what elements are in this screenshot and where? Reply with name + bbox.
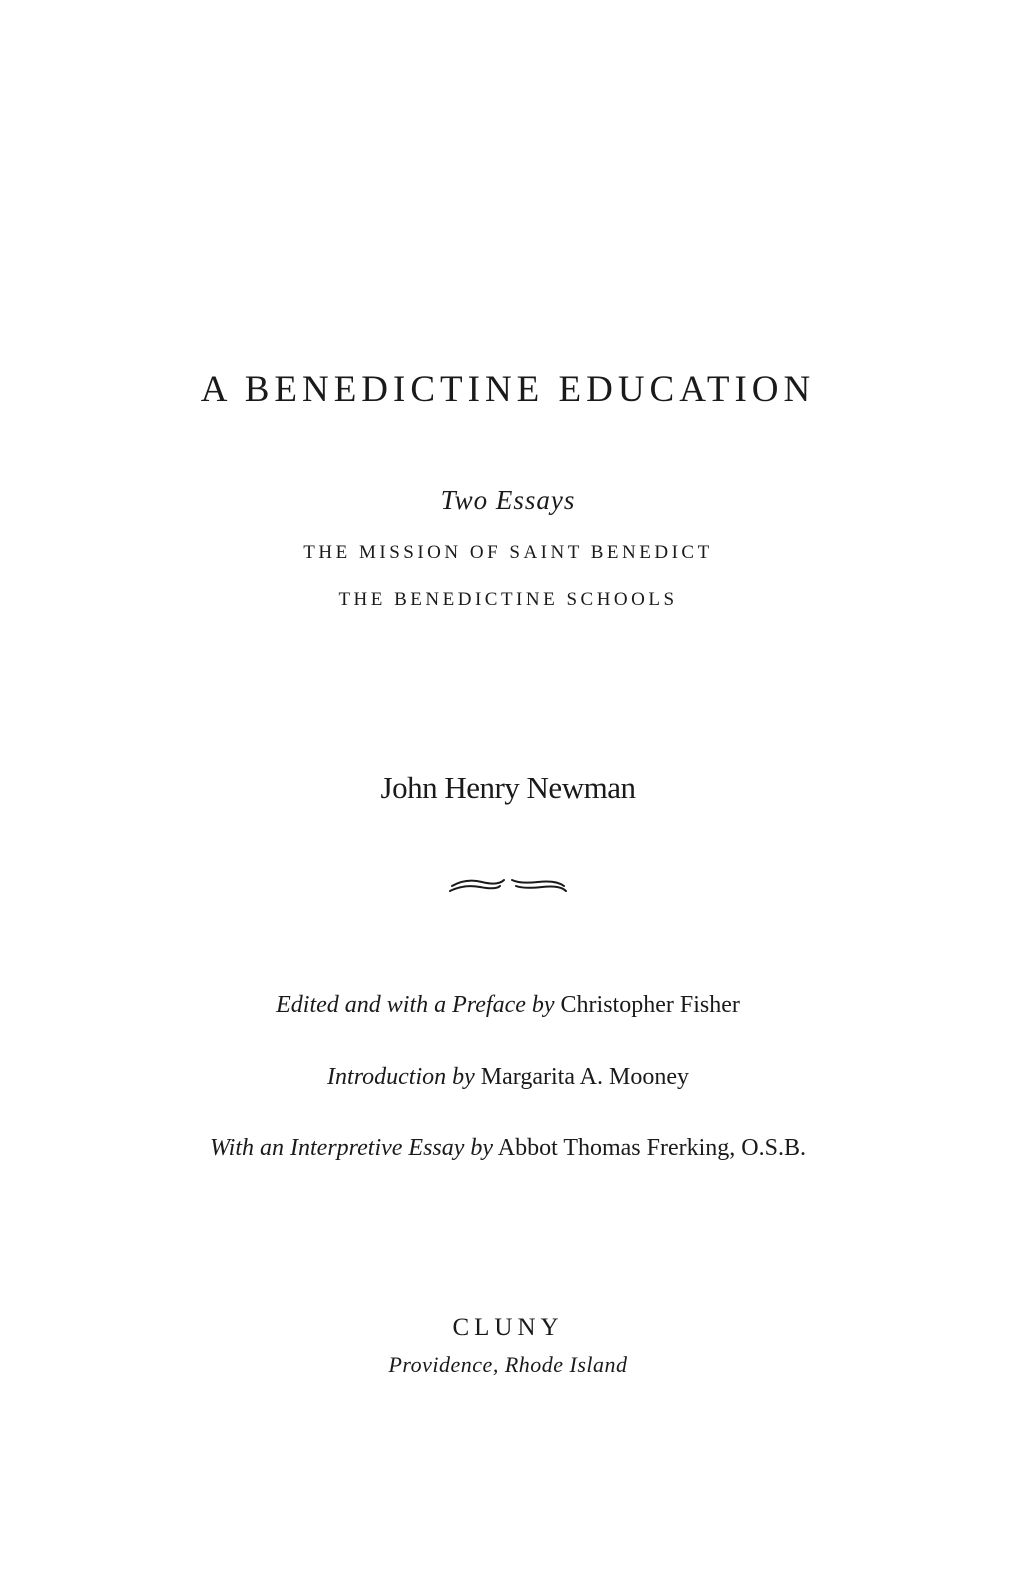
credit-name: Christopher Fisher [560,992,740,1018]
credit-name: Margarita A. Mooney [480,1064,689,1090]
credit-name: Abbot Thomas Frerking, O.S.B. [497,1135,806,1161]
publisher: CLUNY [452,1314,564,1341]
author-name: John Henry Newman [380,770,636,805]
essay-title: THE MISSION OF SAINT BENEDICT [303,542,713,563]
subtitle: Two Essays [440,485,576,515]
credit-role: Edited and with a Preface by [276,992,555,1018]
credit-role: Introduction by [327,1064,475,1090]
credit-role: With an Interpretive Essay by [210,1135,494,1161]
credit-essay [0,1135,1016,1162]
credit-editor [0,992,1016,1019]
essay-title: THE BENEDICTINE SCHOOLS [338,589,678,610]
ornament-flourish-icon [0,874,1016,903]
credit-introduction [0,1064,1016,1091]
book-title: A BENEDICTINE EDUCATION [200,369,816,410]
publisher-place: Providence, Rhode Island [388,1352,628,1377]
